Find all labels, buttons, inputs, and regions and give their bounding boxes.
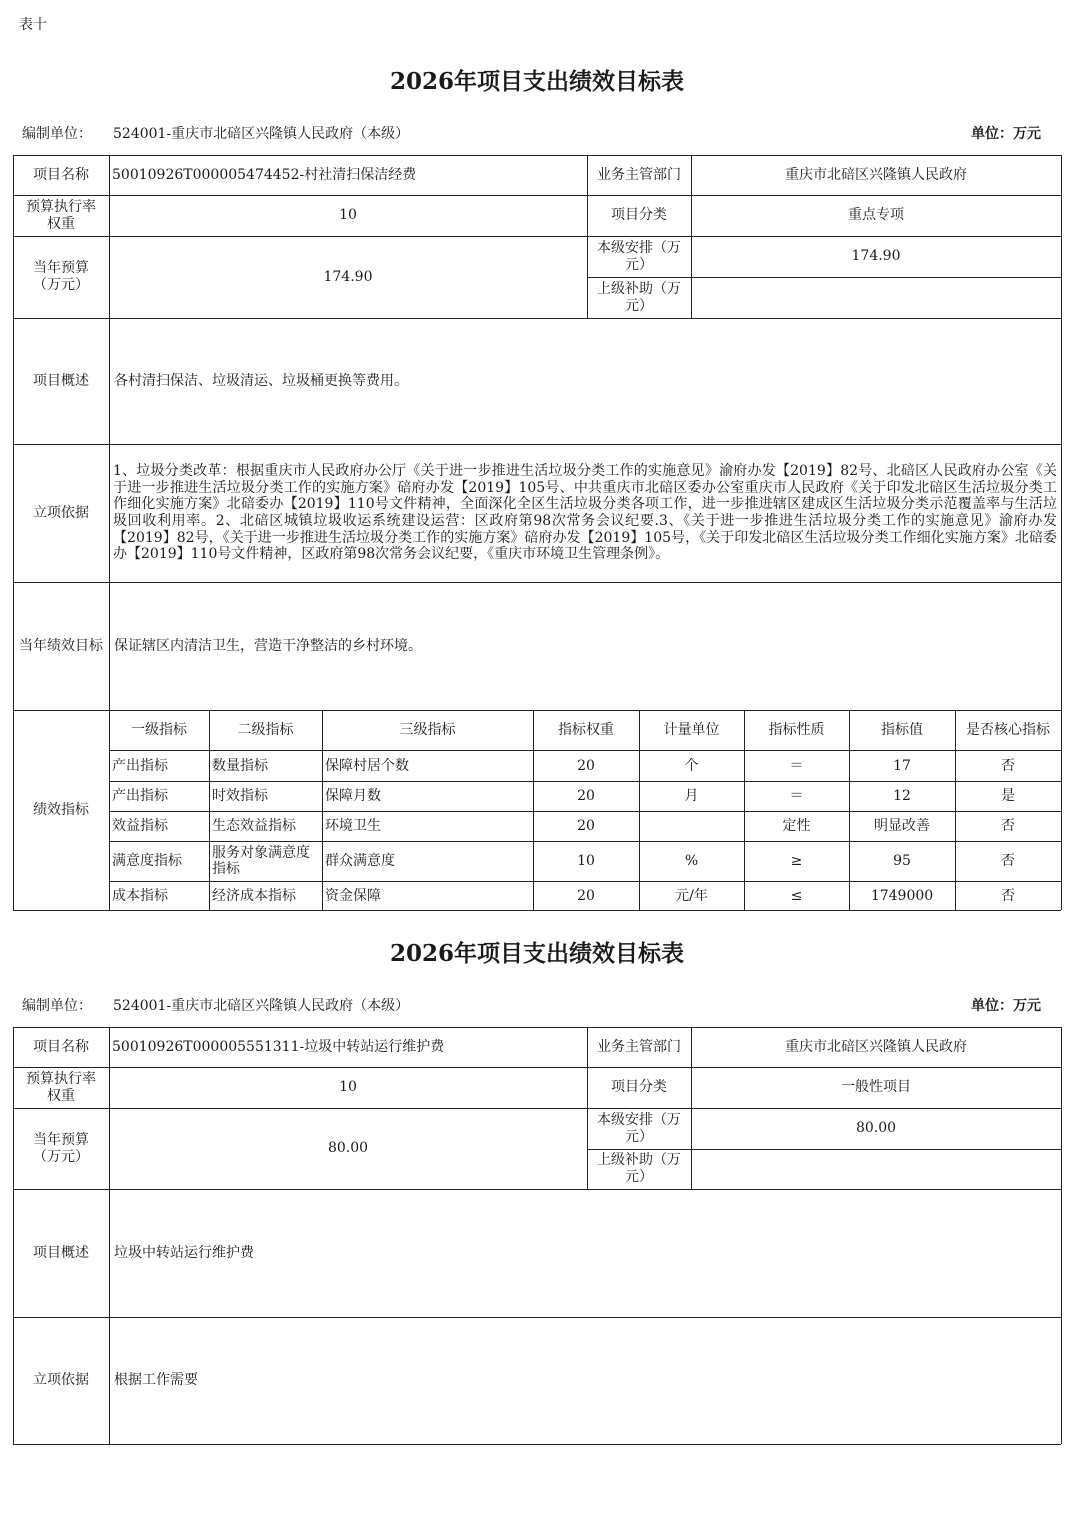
exec-weight-label-2: 预算执行率权重 — [26, 1070, 96, 1104]
local-value-2: 80.00 — [855, 1120, 897, 1136]
metrics-cell-level2: 服务对象满意度指标 — [212, 845, 310, 877]
metrics-cell-level2: 生态效益指标 — [212, 818, 296, 834]
exec-weight-value: 10 — [339, 207, 357, 223]
metrics-cell-core: 否 — [1001, 853, 1015, 869]
metrics-header-core: 是否核心指标 — [966, 721, 1050, 738]
metrics-cell-value: 明显改善 — [874, 818, 930, 834]
upper-label: 上级补助（万元） — [597, 280, 681, 314]
metrics-cell-core: 否 — [1001, 887, 1015, 904]
unit-label: 单位：万元 — [971, 126, 1041, 142]
overview-value-2: 垃圾中转站运行维护费 — [114, 1244, 254, 1261]
project-name-value: 50010926T000005474452-村社清扫保洁经费 — [112, 166, 417, 183]
metrics-cell-level3: 环境卫生 — [325, 818, 381, 834]
budget-label-2: 当年预算（万元） — [33, 1131, 89, 1165]
upper-value-2 — [691, 1149, 1061, 1189]
metrics-cell-level2: 经济成本指标 — [212, 887, 296, 904]
project-name-label-2: 项目名称 — [33, 1038, 89, 1055]
metrics-cell-weight: 20 — [577, 887, 595, 904]
metrics-header-level2: 二级指标 — [237, 721, 294, 738]
metrics-cell-level1: 产出指标 — [112, 757, 168, 774]
metrics-cell-unit: % — [684, 853, 699, 869]
category-value-2: 一般性项目 — [841, 1079, 911, 1095]
metrics-label: 绩效指标 — [33, 801, 89, 818]
goal-value: 保证辖区内清洁卫生，营造干净整洁的乡村环境。 — [114, 637, 422, 654]
metrics-cell-level3: 保障村居个数 — [325, 757, 409, 774]
category-value: 重点专项 — [848, 207, 904, 223]
metrics-header-level1: 一级指标 — [131, 721, 187, 738]
project-name-label: 项目名称 — [33, 166, 89, 183]
metrics-cell-nature: 定性 — [782, 818, 811, 834]
metrics-cell-level1: 成本指标 — [112, 887, 168, 904]
unit-label-2: 单位：万元 — [971, 998, 1041, 1014]
exec-weight-value-2: 10 — [339, 1079, 357, 1095]
basis-label: 立项依据 — [33, 504, 89, 521]
table-1-title: 2026年项目支出绩效目标表 — [389, 68, 684, 95]
metrics-cell-nature: ≤ — [790, 887, 803, 904]
metrics-cell-level2: 数量指标 — [212, 757, 268, 774]
local-label: 本级安排（万元） — [597, 239, 681, 273]
org-value: 524001-重庆市北碚区兴隆镇人民政府（本级） — [113, 126, 410, 142]
metrics-cell-nature: ＝ — [789, 757, 804, 774]
metrics-cell-value: 17 — [893, 757, 911, 774]
metrics-cell-weight: 20 — [577, 818, 595, 834]
metrics-cell-unit: 元/年 — [675, 887, 708, 904]
metrics-cell-core: 否 — [1001, 757, 1015, 774]
metrics-cell-unit: 月 — [684, 788, 699, 804]
metrics-cell-nature: ≥ — [790, 853, 803, 869]
upper-label-2: 上级补助（万元） — [597, 1152, 681, 1185]
project-name-value-2: 50010926T000005551311-垃圾中转站运行维护费 — [112, 1038, 445, 1055]
metrics-cell-level2: 时效指标 — [212, 788, 268, 804]
metrics-cell-value: 12 — [893, 788, 911, 804]
category-label: 项目分类 — [611, 207, 667, 223]
metrics-cell-level3: 群众满意度 — [325, 853, 395, 869]
basis-label-2: 立项依据 — [33, 1372, 89, 1388]
overview-label-2: 项目概述 — [33, 1244, 89, 1261]
basis-value: 1、垃圾分类改革：根据重庆市人民政府办公厅《关于进一步推进生活垃圾分类工作的实施意见》渝府办发【2019】82号、北碚区人民政府办公室《关于进一步推进生活垃圾分类工作的实施方案》碚府办发【2019】105号、中共重庆市北碚区委办公室重庆市人民政府《关于印发北碚区生活垃圾分类工作细化实施方案》北碚委办【2019】110号文件精神，全面深化全区生活垃圾分类各项工作，进一步推进辖区建成区生活垃圾分类示范覆盖率与生活垃圾回收利用率。2、北碚区城镇垃圾收运系统建设运营：区政府第98次常务会议纪要.3、《关于进一步推进生活垃圾分类工作的实施意见》渝府办发【2019】82号，《关于进一步推进生活垃圾分类工作的实施方案》碚府办发【2019】105号，《关于印发北碚区生活垃圾分类工作细化实施方案》北碚委办【2019】110号文件精神，区政府第98次常务会议纪要，《重庆市环境卫生管理条例》。 — [113, 463, 1057, 563]
dept-value: 重庆市北碚区兴隆镇人民政府 — [785, 166, 967, 183]
dept-label-2: 业务主管部门 — [597, 1038, 681, 1055]
budget-label: 当年预算（万元） — [33, 260, 89, 293]
overview-label: 项目概述 — [33, 372, 89, 389]
metrics-cell-weight: 10 — [577, 853, 595, 869]
metrics-cell-value: 95 — [893, 853, 911, 869]
org-value-2: 524001-重庆市北碚区兴隆镇人民政府（本级） — [113, 998, 410, 1014]
page-label: 表十 — [19, 17, 47, 33]
metrics-cell-core: 是 — [1001, 788, 1015, 804]
metrics-cell-value: 1749000 — [870, 887, 934, 904]
metrics-cell-weight: 20 — [577, 757, 595, 774]
overview-value: 各村清扫保洁、垃圾清运、垃圾桶更换等费用。 — [114, 372, 408, 389]
org-label: 编制单位： — [22, 126, 92, 142]
exec-weight-label: 预算执行率权重 — [26, 198, 96, 232]
metrics-cell-unit — [639, 811, 744, 841]
metrics-header-unit: 计量单位 — [663, 721, 720, 738]
metrics-cell-level3: 资金保障 — [325, 887, 381, 904]
metrics-cell-level1: 产出指标 — [112, 788, 168, 804]
local-value: 174.90 — [851, 248, 901, 264]
metrics-cell-level3: 保障月数 — [325, 788, 381, 804]
metrics-cell-core: 否 — [1001, 818, 1015, 834]
metrics-cell-level1: 满意度指标 — [112, 853, 182, 869]
local-label-2: 本级安排（万元） — [597, 1111, 681, 1145]
dept-label: 业务主管部门 — [597, 166, 681, 183]
metrics-header-level3: 三级指标 — [399, 721, 456, 738]
goal-label: 当年绩效目标 — [19, 637, 103, 654]
metrics-cell-unit: 个 — [684, 757, 699, 774]
metrics-cell-level1: 效益指标 — [112, 818, 168, 834]
metrics-header-nature: 指标性质 — [768, 721, 825, 738]
table-2-title: 2026年项目支出绩效目标表 — [389, 940, 684, 967]
dept-value-2: 重庆市北碚区兴隆镇人民政府 — [785, 1038, 967, 1055]
upper-value — [691, 277, 1061, 318]
metrics-cell-nature: ＝ — [789, 788, 804, 804]
metrics-header-weight: 指标权重 — [558, 721, 614, 738]
metrics-cell-weight: 20 — [577, 788, 595, 804]
category-label-2: 项目分类 — [611, 1079, 667, 1095]
budget-value: 174.90 — [323, 268, 373, 285]
basis-value-2: 根据工作需要 — [114, 1372, 198, 1388]
budget-value-2: 80.00 — [327, 1140, 369, 1156]
metrics-header-value: 指标值 — [881, 721, 923, 738]
org-label-2: 编制单位： — [22, 998, 92, 1014]
